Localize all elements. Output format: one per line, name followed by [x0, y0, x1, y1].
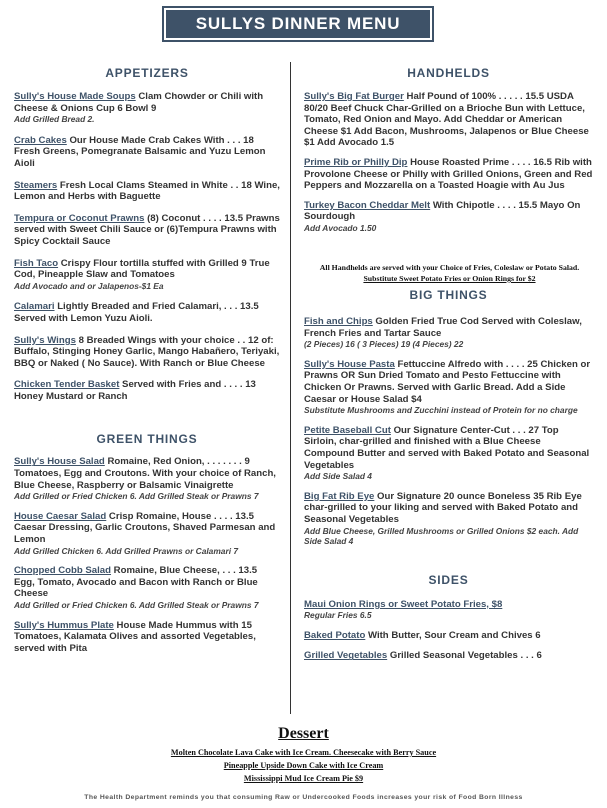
menu-item-addon: Add Grilled Chicken 6. Add Grilled Prawns or Calamari 7 — [14, 545, 239, 556]
menu-item-text: Fettuccine Alfredo with . . . . 25 Chicken or Prawns OR Sun Dried Tomato and Pesto Fettuccine with Chicken Or Prawns. Served with Garlic Bread. Add a Side Caesar or House Salad $4 — [304, 358, 591, 405]
dessert-heading: Dessert — [278, 725, 329, 742]
menu-item-description — [14, 620, 280, 655]
menu-item — [304, 359, 593, 416]
menu-item-description — [304, 491, 593, 526]
menu-item-description — [14, 180, 280, 203]
menu-item-description — [304, 316, 593, 339]
health-disclaimer: The Health Department reminds you that consuming Raw or Undercooked Foods increases your risk of Food Born Illness — [84, 794, 523, 801]
menu-item-text: Clam Chowder or Chili with Cheese & Onions Cup 6 Bowl 9 — [14, 91, 264, 114]
big-things-heading: BIG THINGS — [409, 288, 488, 302]
menu-item — [14, 213, 280, 248]
menu-item-description — [14, 91, 280, 114]
green-things-heading: GREEN THINGS — [96, 432, 198, 447]
menu-item-name: Sully's Wings — [14, 334, 76, 346]
dessert-line-3: Mississippi Mud Ice Cream Pie $9 — [243, 774, 364, 783]
menu-item-text: (8) Coconut . . . . 13.5 Prawns served with Sweet Chili Sauce or (6)Tempura Prawns with Spicy Cocktail Sauce — [14, 212, 280, 247]
menu-item-name: Grilled Vegetables — [304, 650, 388, 662]
menu-item-description — [14, 135, 280, 170]
menu-item-name: Chicken Tender Basket — [14, 379, 120, 391]
appetizers-heading: APPETIZERS — [105, 66, 189, 80]
menu-item-text: Grilled Seasonal Vegetables . . . 6 — [387, 650, 542, 662]
menu-item-text: Served with Fries and . . . . 13 Honey Mustard or Ranch — [14, 379, 256, 402]
menu-item — [304, 599, 593, 621]
menu-item — [14, 335, 280, 370]
menu-item-name: Baked Potato — [304, 629, 366, 641]
menu-item-name: Crab Cakes — [14, 134, 67, 146]
menu-item-text: House Roasted Prime . . . . 16.5 Rib with Provolone Cheese or Philly with Grilled Onions, Green and Red Peppers and Mozzarella on a Toasted Hoagie with Au Jus — [304, 156, 593, 192]
menu-item-name: Steamers — [14, 179, 58, 191]
menu-item — [14, 180, 280, 203]
menu-item-addon: Regular Fries 6.5 — [304, 610, 372, 621]
menu-item — [304, 200, 593, 234]
menu-item — [14, 258, 280, 292]
left-column — [14, 60, 280, 663]
menu-item — [304, 630, 593, 642]
menu-item-description — [304, 359, 593, 405]
menu-item-name: Petite Baseball Cut — [304, 424, 391, 436]
menu-item — [14, 91, 280, 125]
menu-item-text: 8 Breaded Wings with your choice . . 12 of: Buffalo, Stinging Honey Garlic, Mango Habañero, Teriyaki, BBQ or Naked ( No Sauce). With Ranch or Blue Cheese — [14, 334, 280, 369]
menu-item-name: Sully's House Pasta — [304, 358, 395, 370]
menu-item-addon: Add Grilled or Fried Chicken 6. Add Grilled Steak or Prawns 7 — [14, 491, 259, 502]
menu-item — [14, 620, 280, 655]
menu-item-description — [14, 301, 280, 324]
menu-item-name: House Caesar Salad — [14, 510, 107, 522]
menu-item — [14, 379, 280, 402]
menu-item-name: Big Fat Rib Eye — [304, 490, 375, 502]
menu-item-name: Fish and Chips — [304, 316, 373, 327]
menu-item — [14, 456, 280, 501]
menu-item-text: Our House Made Crab Cakes With . . . 18 Fresh Greens, Pomegranate Balsamic and Yuzu Lemon Aioli — [14, 134, 266, 169]
menu-item-description — [14, 565, 280, 600]
handhelds-list — [304, 91, 593, 234]
menu-item-text: Fresh Local Clams Steamed in White . . 18 Wine, Lemon and Herbs with Baguette — [14, 179, 280, 203]
right-column — [304, 60, 593, 242]
menu-item-name: Maui Onion Rings or Sweet Potato Fries, $8 — [304, 598, 503, 610]
menu-item — [304, 157, 593, 192]
menu-item-text: Our Signature Center-Cut . . . 27 Top Sirloin, char-grilled and finished with a Blue Cheese Compound Butter and served with Baked Potato and Seasonal Vegetables — [304, 424, 590, 471]
menu-item — [14, 565, 280, 610]
menu-item — [304, 491, 593, 547]
menu-item-description — [304, 425, 593, 471]
menu-item-text: Golden Fried True Cod Served with Coleslaw, French Fries and Tartar Sauce — [304, 316, 582, 339]
menu-item — [14, 301, 280, 324]
menu-item — [14, 511, 280, 556]
green-things-list — [14, 456, 280, 654]
menu-item-name: Sully's Big Fat Burger — [304, 91, 404, 102]
menu-item-text: Half Pound of 100% . . . . . 15.5 USDA 80/20 Beef Chuck Char-Grilled on a Brioche Bun with Lettuce, Tomato, Red Onion and Mayo. Add Cheddar or American Cheese $1 Add Bacon, Mushrooms, Jalapenos or Blue Cheese $1 Add Avocado 1.5 — [304, 91, 589, 149]
menu-item-name: Turkey Bacon Cheddar Melt — [304, 199, 431, 211]
menu-item-addon: Add Side Salad 4 — [304, 471, 372, 482]
menu-item-addon: (2 Pieces) 16 ( 3 Pieces) 19 (4 Pieces) 22 — [304, 339, 464, 350]
right-column-lower — [304, 288, 593, 671]
menu-item-description — [304, 157, 593, 192]
menu-item-addon: Add Grilled or Fried Chicken 6. Add Grilled Steak or Prawns 7 — [14, 600, 259, 610]
menu-item-description — [14, 456, 280, 491]
menu-item-addon: Add Avocado and or Jalapenos-$1 Ea — [14, 280, 164, 291]
menu-item-description — [14, 511, 280, 546]
appetizers-list — [14, 91, 280, 402]
menu-item-description — [304, 630, 593, 642]
menu-item-name: Fish Taco — [14, 257, 59, 269]
menu-item-name: Calamari — [14, 301, 55, 313]
sides-list — [304, 599, 593, 662]
dessert-line-1: Molten Chocolate Lava Cake with Ice Cream. Cheesecake with Berry Sauce — [170, 748, 437, 757]
menu-item-text: Lightly Breaded and Fried Calamari, . . . 13.5 Served with Lemon Yuzu Aioli. — [14, 301, 259, 324]
menu-item-addon: Substitute Mushrooms and Zucchini instead of Protein for no charge — [304, 405, 578, 416]
dessert-line-2: Pineapple Upside Down Cake with Ice Cream — [223, 761, 384, 770]
menu-item-name: Prime Rib or Philly Dip — [304, 156, 408, 168]
handhelds-substitute-note: Substitute Sweet Potato Fries or Onion Rings for $2 — [363, 274, 536, 283]
menu-item-description — [14, 213, 280, 248]
menu-item-name: Chopped Cobb Salad — [14, 565, 112, 577]
column-divider — [290, 62, 291, 714]
menu-item-description — [14, 335, 280, 370]
handhelds-heading: HANDHELDS — [407, 66, 490, 80]
menu-item — [304, 650, 593, 662]
menu-item-description — [304, 599, 593, 611]
menu-item-text: Crispy Flour tortilla stuffed with Grilled 9 True Cod, Pineapple Slaw and Tomatoes — [14, 257, 270, 281]
big-things-list — [304, 316, 593, 547]
menu-item — [304, 316, 593, 350]
menu-item-description — [304, 650, 593, 662]
menu-item — [304, 91, 593, 149]
menu-title-text: SULLYS DINNER MENU — [195, 14, 401, 33]
menu-item-description — [304, 200, 593, 223]
menu-item-addon: Add Avocado 1.50 — [304, 222, 377, 233]
menu-item-description — [304, 91, 593, 149]
menu-title — [162, 6, 434, 42]
menu-item-name: Tempura or Coconut Prawns — [14, 212, 145, 224]
menu-item-text: Romaine, Blue Cheese, . . . 13.5 Egg, Tomato, Avocado and Bacon with Ranch or Blue Cheese — [14, 565, 258, 600]
menu-item — [304, 425, 593, 482]
menu-item-text: Romaine, Red Onion, . . . . . . . 9 Tomatoes, Egg and Croutons. With your choice of Ranch, Blue Cheese, Raspberry or Balsamic Vinaigrette — [14, 456, 276, 491]
menu-item-text: Crisp Romaine, House . . . . 13.5 Caesar Dressing, Garlic Croutons, Shaved Parmesan and Lemon — [14, 510, 276, 546]
menu-item-text: With Chipotle . . . . 15.5 Mayo On Sourdough — [304, 199, 581, 223]
menu-item-text: With Butter, Sour Cream and Chives 6 — [365, 629, 541, 641]
menu-item-name: Sully's House Made Soups — [14, 91, 136, 102]
handhelds-note: All Handhelds are served with your Choice of Fries, Coleslaw or Potato Salad. — [319, 263, 580, 272]
menu-item-description — [14, 258, 280, 281]
menu-item-addon: Add Blue Cheese, Grilled Mushrooms or Grilled Onions $2 each. Add Side Salad 4 — [304, 525, 579, 547]
menu-item-name: Sully's Hummus Plate — [14, 619, 114, 631]
menu-item-text: Our Signature 20 ounce Boneless 35 Rib Eye char-grilled to your liking and served with Baked Potato and Seasonal Vegetables — [304, 490, 582, 525]
menu-item — [14, 135, 280, 170]
menu-item-addon: Add Grilled Bread 2. — [14, 114, 95, 125]
menu-item-text: House Made Hummus with 15 Tomatoes, Kalamata Olives and assorted Vegetables, served with Pita — [14, 619, 256, 654]
menu-item-description — [14, 379, 280, 402]
sides-heading: SIDES — [428, 572, 469, 587]
menu-item-name: Sully's House Salad — [14, 456, 105, 468]
